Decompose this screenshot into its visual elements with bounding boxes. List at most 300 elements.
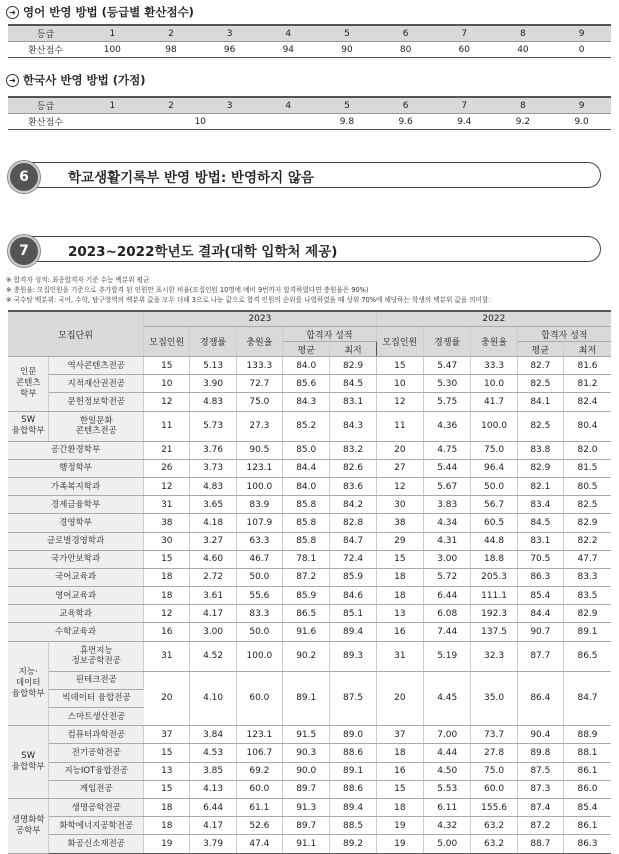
note-line: ※ 합격자 성적: 최종합격자 기준 수능 백분위 평균	[6, 276, 150, 284]
cell: 87.2	[283, 568, 330, 586]
cell: 5	[318, 97, 377, 114]
english-score-table	[8, 24, 611, 58]
cell: 27.3	[236, 411, 282, 441]
table-row	[8, 587, 611, 605]
cell: 82.8	[330, 514, 376, 532]
cell: 16	[376, 762, 423, 780]
cell: 91.6	[283, 623, 330, 641]
cell: 32.3	[471, 641, 517, 671]
history-title-text: 한국사 반영 방법 (가점)	[23, 73, 146, 87]
unit-name: 화학에너지공학전공	[49, 817, 144, 835]
cell: 13	[376, 605, 423, 623]
unit-name: 한일문화 콘텐츠전공	[49, 411, 144, 441]
cell: 29	[376, 532, 423, 550]
cell: 83.1	[517, 532, 563, 550]
cell: 9	[552, 97, 611, 114]
cell: 82.9	[564, 514, 612, 532]
table-row	[8, 514, 611, 532]
history-score: 9.2	[494, 114, 553, 130]
cell: 82.2	[564, 532, 612, 550]
table-row	[8, 550, 611, 568]
cell: 82.5	[517, 411, 563, 441]
cell: 80.5	[564, 477, 612, 495]
table-row	[8, 817, 611, 835]
cell: 15	[144, 780, 190, 798]
cell: 85.1	[330, 605, 376, 623]
cell: 18	[376, 568, 423, 586]
cell: 5.19	[424, 641, 471, 671]
cell: 6.44	[190, 798, 236, 816]
cell: 60.0	[236, 780, 282, 798]
cell: 63.2	[471, 817, 517, 835]
unit-name: 경영학부	[8, 514, 144, 532]
cell: 88.7	[517, 835, 563, 853]
cell: 83.3	[236, 605, 282, 623]
table-row	[8, 532, 611, 550]
cell: 52.6	[236, 817, 282, 835]
unit-name: 생명공학전공	[49, 798, 144, 816]
unit-name: 행정학부	[8, 459, 144, 477]
history-grade-row	[8, 97, 611, 114]
cell: 85.4	[517, 587, 563, 605]
section-number-badge: 6	[8, 161, 40, 193]
unit-name: 지적재산권전공	[49, 375, 144, 393]
section-7-banner	[8, 234, 608, 264]
cell: 3.27	[190, 532, 236, 550]
cell: 21	[144, 441, 190, 459]
english-grade-row	[8, 25, 611, 42]
cell: 20	[376, 441, 423, 459]
cell: 84.5	[330, 375, 376, 393]
quota-header: 모집인원	[376, 327, 423, 357]
cell: 3.65	[190, 496, 236, 514]
cell: 86.3	[517, 568, 563, 586]
cell: 89.4	[330, 798, 376, 816]
cell: 3.00	[424, 550, 471, 568]
cell: 83.6	[330, 477, 376, 495]
cell: 82.5	[564, 496, 612, 514]
cell: 4.60	[190, 550, 236, 568]
cell: 55.6	[236, 587, 282, 605]
cell: 60.0	[236, 671, 282, 726]
cell: 69.2	[236, 762, 282, 780]
unit-name: 가족복지학과	[8, 477, 144, 495]
cell: 7.00	[424, 726, 471, 744]
cell: 73.7	[471, 726, 517, 744]
cell: 33.3	[471, 357, 517, 375]
table-row	[8, 744, 611, 762]
cell: 86.1	[564, 817, 612, 835]
cell: 89.3	[330, 641, 376, 671]
cell: 84.0	[283, 477, 330, 495]
cell: 5.00	[424, 835, 471, 853]
cell: 5.67	[424, 477, 471, 495]
cell: 4.44	[424, 744, 471, 762]
cell: 3.73	[190, 459, 236, 477]
cell: 80.4	[564, 411, 612, 441]
cell: 98	[142, 42, 201, 58]
cell: 31	[144, 641, 190, 671]
cell: 61.1	[236, 798, 282, 816]
table-row	[8, 459, 611, 477]
cell: 27.8	[471, 744, 517, 762]
cell: 86.4	[517, 671, 563, 726]
cell: 5.73	[190, 411, 236, 441]
cell: 2	[142, 97, 201, 114]
cell: 9	[552, 25, 611, 42]
cell: 60.5	[471, 514, 517, 532]
cell: 20	[376, 671, 423, 726]
cell: 82.9	[564, 605, 612, 623]
cell: 106.7	[236, 744, 282, 762]
cell: 85.6	[283, 375, 330, 393]
group-label: SW 융합학부	[8, 411, 49, 441]
cell: 15	[144, 357, 190, 375]
cell: 13	[144, 762, 190, 780]
cell: 82.5	[517, 375, 563, 393]
cell: 75.0	[471, 762, 517, 780]
cell: 3.76	[190, 441, 236, 459]
cell: 91.3	[283, 798, 330, 816]
cell: 0	[552, 42, 611, 58]
fill-rate-header: 충원율	[471, 327, 517, 357]
cell: 72.7	[236, 375, 282, 393]
unit-name: 지능IOT융합전공	[49, 762, 144, 780]
cell: 89.1	[330, 762, 376, 780]
cell: 38	[144, 514, 190, 532]
cell: 81.2	[564, 375, 612, 393]
table-row	[8, 441, 611, 459]
cell: 3.84	[190, 726, 236, 744]
table-row	[8, 411, 611, 441]
table-row	[8, 357, 611, 375]
min-header: 최저	[564, 342, 612, 357]
cell: 82.7	[517, 357, 563, 375]
cell: 47.4	[236, 835, 282, 853]
section-6-title: 학교생활기록부 반영 방법: 반영하지 않음	[68, 170, 314, 186]
history-score: 9.0	[552, 114, 611, 130]
cell: 5.47	[424, 357, 471, 375]
cell: 27	[376, 459, 423, 477]
avg-header: 평균	[283, 342, 330, 357]
history-merged-score: 10	[83, 114, 318, 130]
group-label: 생명화학 공학부	[8, 798, 49, 853]
cell: 3.79	[190, 835, 236, 853]
cell: 12	[144, 393, 190, 411]
cell: 88.5	[330, 817, 376, 835]
group-label: 인문 콘텐츠 학부	[8, 357, 49, 412]
cell: 81.5	[564, 459, 612, 477]
cell: 85.8	[283, 496, 330, 514]
table-row	[8, 568, 611, 586]
table-row	[8, 726, 611, 744]
cell: 96	[200, 42, 259, 58]
cell: 84.0	[283, 357, 330, 375]
cell: 87.2	[517, 817, 563, 835]
cell: 84.7	[564, 671, 612, 726]
cell: 3.85	[190, 762, 236, 780]
cell: 85.8	[283, 514, 330, 532]
cell: 72.4	[330, 550, 376, 568]
cell: 31	[144, 496, 190, 514]
cell: 89.7	[283, 817, 330, 835]
cell: 4.17	[190, 605, 236, 623]
note-line: ※ 국수탐 백분위: 국어, 수학, 탐구영역의 백분위 값을 모두 더해 3으로 나눈 값으로 합격 인원의 순위를 나열하였을 때 상위 70%에 해당하는 학생의 백분위 값을 의미함.	[6, 296, 491, 304]
cell: 85.0	[283, 441, 330, 459]
cell: 89.1	[564, 623, 612, 641]
cell: 5	[318, 25, 377, 42]
cell: 26	[144, 459, 190, 477]
history-score-table	[8, 96, 611, 130]
row-label: 등급	[8, 25, 83, 42]
cell: 4.13	[190, 780, 236, 798]
cell: 85.9	[330, 568, 376, 586]
cell: 19	[376, 835, 423, 853]
year-2022-header: 2022	[376, 311, 611, 327]
cell: 12	[376, 477, 423, 495]
cell: 89.1	[283, 671, 330, 726]
cell: 89.7	[283, 780, 330, 798]
cell: 7	[435, 97, 494, 114]
cell: 90.7	[517, 623, 563, 641]
cell: 86.0	[564, 780, 612, 798]
cell: 4	[259, 97, 318, 114]
cell: 82.9	[330, 357, 376, 375]
unit-name: 게임전공	[49, 780, 144, 798]
cell: 84.3	[283, 393, 330, 411]
cell: 19	[376, 817, 423, 835]
cell: 19	[144, 835, 190, 853]
table-row	[8, 623, 611, 641]
cell: 83.9	[236, 496, 282, 514]
cell: 90	[318, 42, 377, 58]
cell: 83.5	[564, 587, 612, 605]
unit-name: 문헌정보학전공	[49, 393, 144, 411]
cell: 4.18	[190, 514, 236, 532]
group-label: 지능· 데이터 융합학부	[8, 641, 49, 726]
history-label: 환산점수	[8, 114, 83, 130]
cell: 91.5	[283, 726, 330, 744]
cell: 100.0	[236, 641, 282, 671]
competition-header: 경쟁률	[424, 327, 471, 357]
cell: 87.7	[517, 641, 563, 671]
unit-name: 국가안보학과	[8, 550, 144, 568]
cell: 60	[435, 42, 494, 58]
cell: 15	[376, 357, 423, 375]
cell: 4.36	[424, 411, 471, 441]
cell: 5.30	[424, 375, 471, 393]
cell: 30	[376, 496, 423, 514]
cell: 4	[259, 25, 318, 42]
history-section-title	[6, 72, 146, 88]
cell: 18.8	[471, 550, 517, 568]
cell: 111.1	[471, 587, 517, 605]
cell: 15	[376, 780, 423, 798]
cell: 6	[376, 25, 435, 42]
cell: 18	[144, 817, 190, 835]
table-row	[8, 798, 611, 816]
cell: 90.0	[283, 762, 330, 780]
cell: 87.5	[517, 762, 563, 780]
cell: 4.83	[190, 477, 236, 495]
year-2023-header: 2023	[144, 311, 377, 327]
cell: 86.5	[564, 641, 612, 671]
cell: 100.0	[236, 477, 282, 495]
cell: 4.75	[424, 441, 471, 459]
history-score-row	[8, 114, 611, 130]
cell: 63.3	[236, 532, 282, 550]
table-row	[8, 671, 611, 689]
competition-header: 경쟁률	[190, 327, 236, 357]
unit-name: 교육학과	[8, 605, 144, 623]
unit-name: 전기공학전공	[49, 744, 144, 762]
cell: 50.0	[236, 568, 282, 586]
cell: 100	[83, 42, 142, 58]
cell: 6.08	[424, 605, 471, 623]
cell: 82.4	[564, 393, 612, 411]
history-score: 9.8	[318, 114, 377, 130]
cell: 83.2	[330, 441, 376, 459]
cell: 4.32	[424, 817, 471, 835]
table-row	[8, 641, 611, 671]
cell: 84.1	[517, 393, 563, 411]
cell: 5.75	[424, 393, 471, 411]
cell: 5.72	[424, 568, 471, 586]
cell: 100.0	[471, 411, 517, 441]
cell: 15	[144, 550, 190, 568]
cell: 18	[376, 744, 423, 762]
cell: 30	[144, 532, 190, 550]
history-score: 9.6	[376, 114, 435, 130]
cell: 205.3	[471, 568, 517, 586]
cell: 5.44	[424, 459, 471, 477]
cell: 89.8	[517, 744, 563, 762]
unit-name: 역사콘텐츠전공	[49, 357, 144, 375]
cell: 8	[494, 25, 553, 42]
cell: 84.4	[283, 459, 330, 477]
unit-name: 화공신소재전공	[49, 835, 144, 853]
unit-header: 모집단위	[8, 311, 144, 357]
cell: 18	[144, 568, 190, 586]
cell: 85.8	[283, 532, 330, 550]
table-row	[8, 477, 611, 495]
group-label: SW 융합학부	[8, 726, 49, 799]
cell: 155.6	[471, 798, 517, 816]
table-row	[8, 762, 611, 780]
cell: 91.1	[283, 835, 330, 853]
cell: 86.5	[283, 605, 330, 623]
cell: 4.53	[190, 744, 236, 762]
cell: 50.0	[471, 477, 517, 495]
cell: 1	[83, 25, 142, 42]
cell: 2	[142, 25, 201, 42]
cell: 88.6	[330, 780, 376, 798]
cell: 88.6	[330, 744, 376, 762]
cell: 18	[144, 587, 190, 605]
cell: 90.5	[236, 441, 282, 459]
unit-name: 공간환경학부	[8, 441, 144, 459]
cell: 82.6	[330, 459, 376, 477]
cell: 8	[494, 97, 553, 114]
cell: 50.0	[236, 623, 282, 641]
cell: 89.0	[330, 726, 376, 744]
cell: 18	[376, 798, 423, 816]
cell: 82.1	[517, 477, 563, 495]
table-row	[8, 496, 611, 514]
cell: 87.4	[517, 798, 563, 816]
cell: 78.1	[283, 550, 330, 568]
cell: 47.7	[564, 550, 612, 568]
cell: 16	[144, 623, 190, 641]
cell: 84.5	[517, 514, 563, 532]
cell: 15	[376, 550, 423, 568]
cell: 3.90	[190, 375, 236, 393]
cell: 83.8	[517, 441, 563, 459]
score-header: 합격자 성적	[283, 327, 377, 342]
table-row	[8, 375, 611, 393]
cell: 41.7	[471, 393, 517, 411]
notes	[6, 275, 616, 305]
cell: 38	[376, 514, 423, 532]
unit-name: 컴퓨터과학전공	[49, 726, 144, 744]
unit-name: 영어교육과	[8, 587, 144, 605]
cell: 63.2	[471, 835, 517, 853]
english-score-row	[8, 42, 611, 58]
cell: 84.2	[330, 496, 376, 514]
cell: 107.9	[236, 514, 282, 532]
cell: 82.0	[564, 441, 612, 459]
cell: 84.6	[330, 587, 376, 605]
cell: 88.9	[564, 726, 612, 744]
table-row	[8, 605, 611, 623]
unit-name: 휴먼지능 정보공학전공	[49, 641, 144, 671]
section-6-banner	[8, 160, 608, 190]
cell: 85.2	[283, 411, 330, 441]
table-row	[8, 393, 611, 411]
cell: 83.4	[517, 496, 563, 514]
arrow-circle-icon: ➜	[6, 6, 19, 19]
cell: 7	[435, 25, 494, 42]
cell: 35.0	[471, 671, 517, 726]
section-number-badge: 7	[8, 235, 40, 267]
cell: 85.4	[564, 798, 612, 816]
results-table	[8, 310, 611, 854]
min-header: 최저	[330, 342, 376, 357]
cell: 12	[144, 477, 190, 495]
cell: 86.1	[564, 762, 612, 780]
unit-name: 경제금융학부	[8, 496, 144, 514]
note-line: ※ 충원율: 모집인원을 기준으로 추가합격 된 인원만 표시한 비율(모집인원 10명에 예비 9번까지 합격하였다면 충원율은 90%)	[6, 286, 369, 294]
history-score: 9.4	[435, 114, 494, 130]
cell: 6.11	[424, 798, 471, 816]
cell: 2.72	[190, 568, 236, 586]
cell: 5.13	[190, 357, 236, 375]
cell: 56.7	[471, 496, 517, 514]
cell: 3.83	[424, 496, 471, 514]
cell: 90.3	[283, 744, 330, 762]
cell: 85.9	[283, 587, 330, 605]
cell: 18	[376, 587, 423, 605]
cell: 37	[376, 726, 423, 744]
row-label: 환산점수	[8, 42, 83, 58]
cell: 81.6	[564, 357, 612, 375]
cell: 82.9	[517, 459, 563, 477]
cell: 4.31	[424, 532, 471, 550]
cell: 75.0	[471, 441, 517, 459]
cell: 12	[144, 605, 190, 623]
arrow-circle-icon: ➜	[6, 74, 19, 87]
cell: 4.10	[190, 671, 236, 726]
